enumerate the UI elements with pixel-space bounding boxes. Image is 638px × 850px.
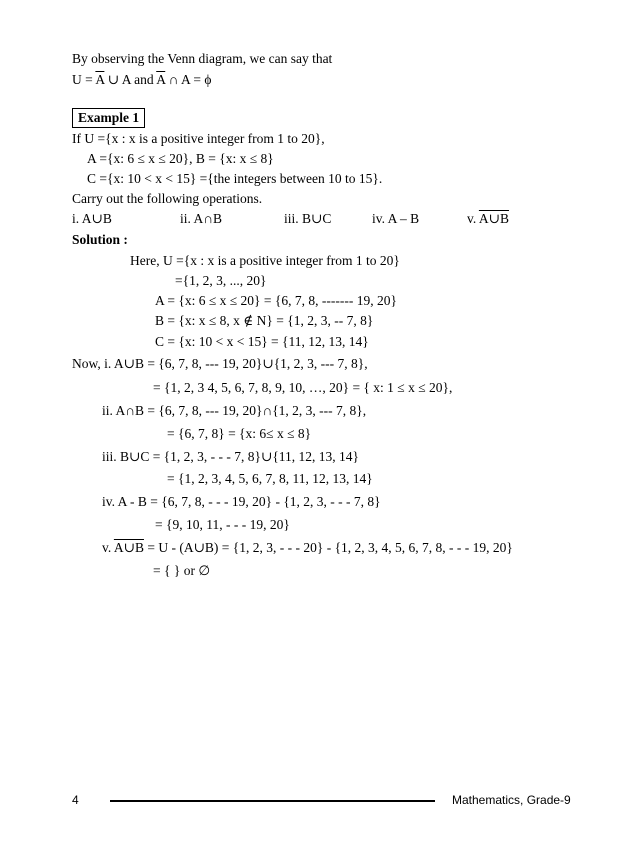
solution-line: Now, i. A∪B = {6, 7, 8, --- 19, 20}∪{1, 2, 3, --- 7, 8}, <box>72 356 368 371</box>
union-text: ∪ A and <box>104 72 157 87</box>
example-line: A ={x: 6 ≤ x ≤ 20}, B = {x: x ≤ 8} <box>87 151 274 166</box>
solution-line: Here, U ={x : x is a positive integer from 1 to 20} <box>130 253 400 268</box>
complement-expression: A∪B <box>113 540 144 555</box>
operation-item: iv. A – B <box>372 211 420 226</box>
solution-heading: Solution : <box>72 232 128 247</box>
solution-line: = {1, 2, 3 4, 5, 6, 7, 8, 9, 10, …, 20} = { x: 1 ≤ x ≤ 20}, <box>153 380 453 395</box>
solution-line: = { } or ∅ <box>153 563 211 578</box>
operation-item: iii. B∪C <box>284 211 332 226</box>
example-heading <box>72 110 145 126</box>
intro-line: By observing the Venn diagram, we can say that <box>72 51 333 66</box>
solution-prefix: v. <box>102 540 114 555</box>
solution-line: ii. A∩B = {6, 7, 8, --- 19, 20}∩{1, 2, 3, --- 7, 8}, <box>102 403 367 418</box>
u-equals: U = <box>72 72 96 87</box>
page-number: 4 <box>72 793 79 807</box>
solution-line: A = {x: 6 ≤ x ≤ 20} = {6, 7, 8, ------- 19, 20} <box>155 293 397 308</box>
solution-line: iv. A - B = {6, 7, 8, - - - 19, 20} - {1, 2, 3, - - - 7, 8} <box>102 494 381 509</box>
book-title: Mathematics, Grade-9 <box>452 793 571 807</box>
solution-line: C = {x: 10 < x < 15} = {11, 12, 13, 14} <box>155 334 369 349</box>
operation-item <box>467 211 509 227</box>
complement-expression: A∪B <box>478 211 509 226</box>
example-line: If U ={x : x is a positive integer from 1 to 20}, <box>72 131 325 146</box>
example-line: Carry out the following operations. <box>72 191 263 206</box>
solution-line: B = {x: x ≤ 8, x ∉ N} = {1, 2, 3, -- 7, 8} <box>155 313 374 328</box>
operation-prefix: v. <box>467 211 479 226</box>
solution-line: iii. B∪C = {1, 2, 3, - - - 7, 8}∪{11, 12, 13, 14} <box>102 449 360 464</box>
example-title: Example 1 <box>72 108 145 128</box>
solution-line: = {1, 2, 3, 4, 5, 6, 7, 8, 11, 12, 13, 14} <box>167 471 373 486</box>
operation-item: i. A∪B <box>72 211 112 226</box>
solution-line: = {9, 10, 11, - - - 19, 20} <box>155 517 290 532</box>
intersect-text: ∩ A = ϕ <box>165 72 212 87</box>
solution-line: ={1, 2, 3, ..., 20} <box>175 273 267 288</box>
footer-rule <box>110 800 435 802</box>
operation-item: ii. A∩B <box>180 211 223 226</box>
solution-line: = {6, 7, 8} = {x: 6≤ x ≤ 8} <box>167 426 312 441</box>
a-complement: $\overline{A}$ <box>95 72 105 87</box>
solution-line <box>102 540 513 556</box>
solution-rest: = U - (A∪B) = {1, 2, 3, - - - 20} - {1, 2, 3, 4, 5, 6, 7, 8, - - - 19, 20} <box>143 540 513 555</box>
complement-identity <box>72 72 211 88</box>
example-line: C ={x: 10 < x < 15} ={the integers between 10 to 15}. <box>87 171 383 186</box>
a-complement: $\overline{A}$ <box>156 72 166 87</box>
